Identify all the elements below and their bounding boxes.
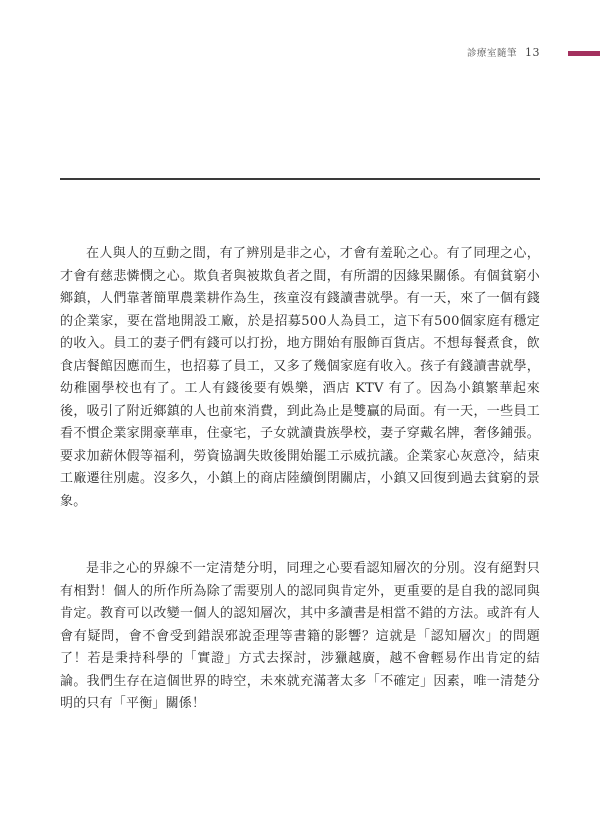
running-title: 診療室隨筆 [466,48,517,59]
page-number: 13 [525,46,540,59]
body-text [60,243,540,716]
running-header [467,45,540,59]
paragraph: 在人與人的互動之間，有了辨別是非之心，才會有羞恥之心。有了同理之心，才會有慈悲憐憫之心。欺負者與被欺負者之間，有所謂的因緣果關係。有個貧窮小鄉鎮，人們靠著簡單農業耕作為生，孩童沒有錢讀書就學。有一天，來了一個有錢的企業家，要在當地開設工廠，於是招募500人為員工，這下有500個家庭有穩定的收入。員工的妻子們有錢可以打扮，地方開始有服飾百貨店。不想每餐煮食，飲食店餐館因應而生，也招募了員工，又多了幾個家庭有收入。孩子有錢讀書就學，幼稚園學校也有了。工人有錢後要有娛樂，酒店 KTV 有了。因為小鎮繁華起來後，吸引了附近鄉鎮的人也前來消費，到此為止是雙贏的局面。有一天，一些員工看不慣企業家開豪華車，住豪宅，子女就讀貴族學校，妻子穿戴名牌，奢侈鋪張。要求加薪休假等福利，勞資協調失敗後開始罷工示威抗議。企業家心灰意冷，結束工廠遷往別處。沒多久，小鎮上的商店陸續倒閉關店，小鎮又回復到過去貧窮的景象。 [60,246,540,509]
paragraph: 是非之心的界線不一定清楚分明，同理之心要看認知層次的分別。沒有絕對只有相對！個人的所作所為除了需要別人的認同與肯定外，更重要的是自我的認同與肯定。教育可以改變一個人的認知層次，其中多讀書是相當不錯的方法。或許有人會有疑問，會不會受到錯誤邪說歪理等書籍的影響？這就是「認知層次」的問題了！若是秉持科學的「實證」方式去探討，涉獵越廣，越不會輕易作出肯定的結論。我們生存在這個世界的時空，未來就充滿著太多「不確定」因素，唯一清楚分明的只有「平衡」關係！ [60,561,540,711]
horizontal-rule [60,178,540,180]
accent-bar [568,51,600,56]
